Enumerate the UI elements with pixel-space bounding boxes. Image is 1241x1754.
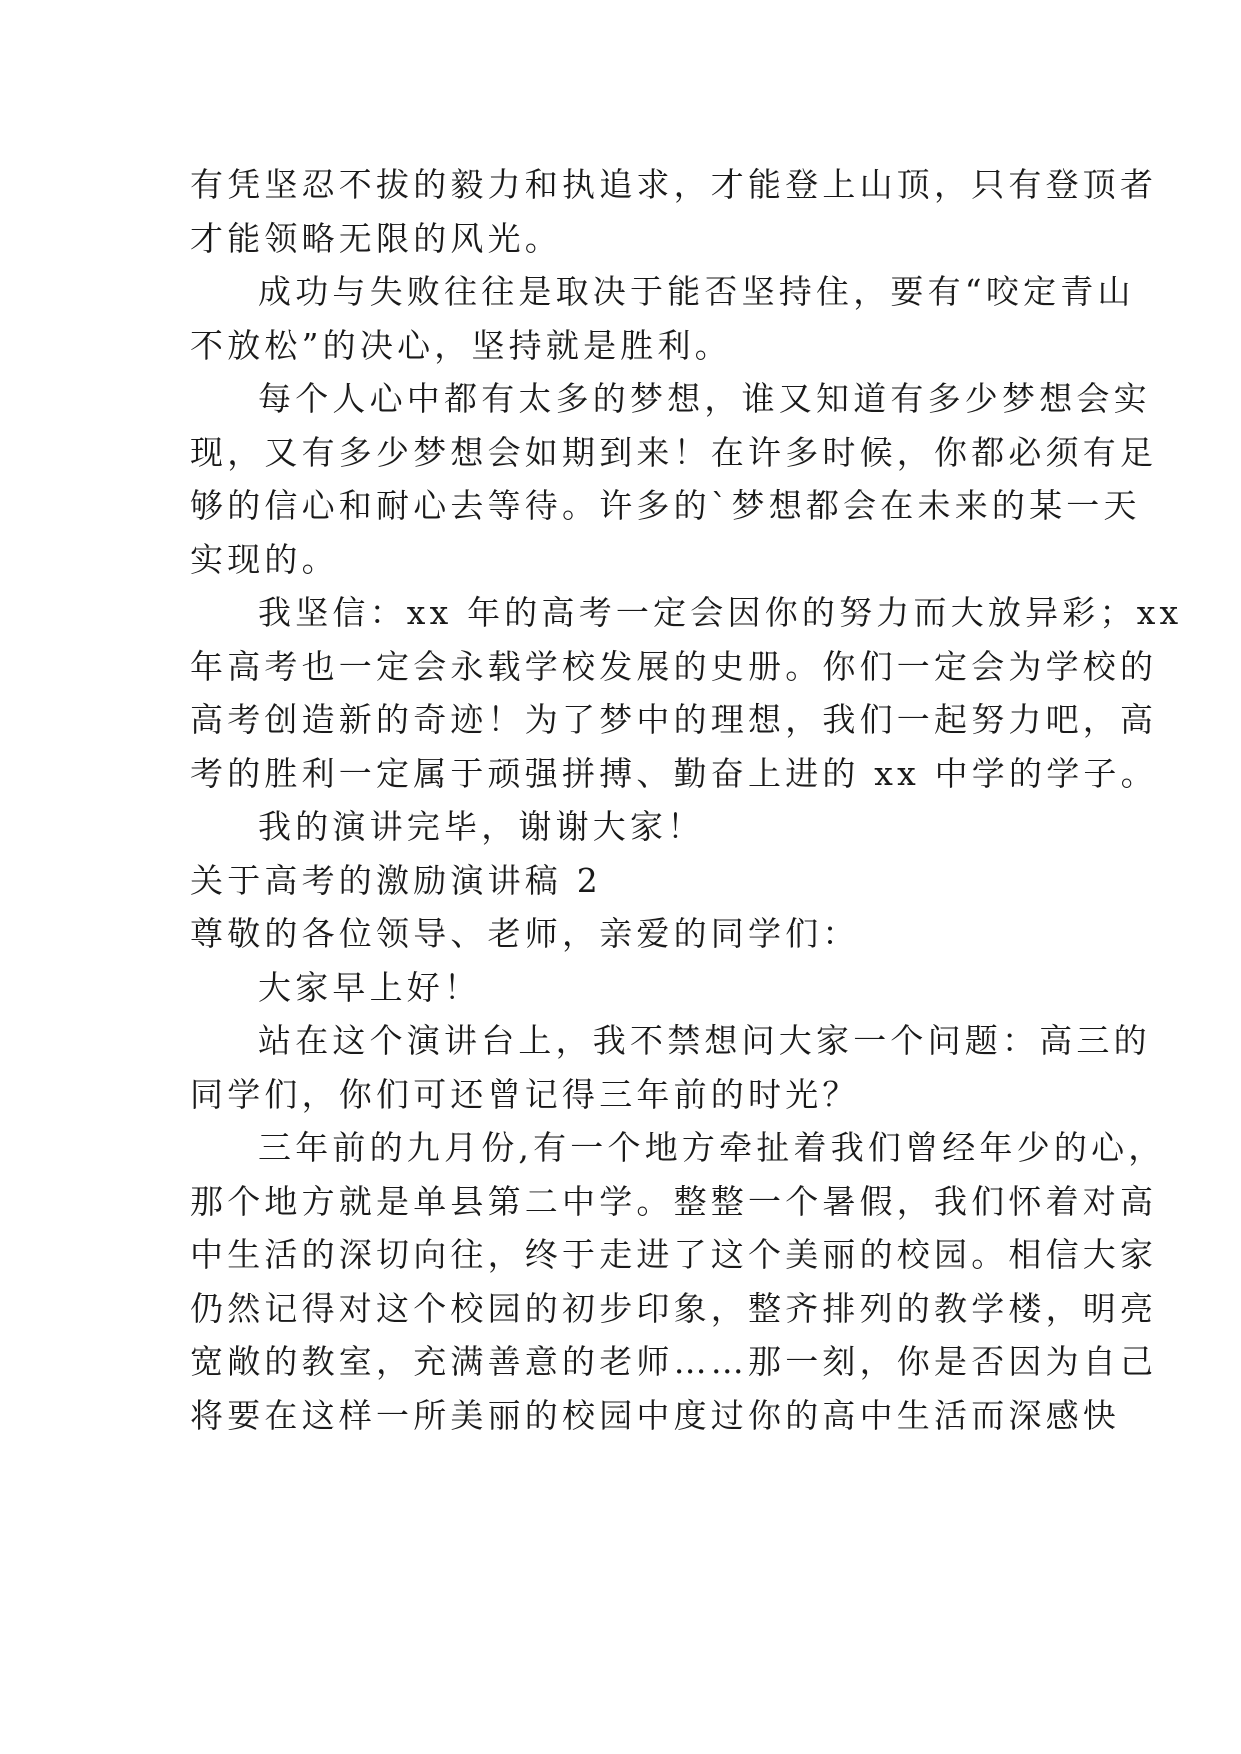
text-line: 够的信心和耐心去等待。许多的`梦想都会在未来的某一天 <box>190 486 1141 525</box>
text-line: 站在这个演讲台上，我不禁想问大家一个问题：高三的 <box>258 1021 1151 1060</box>
text-line: 三年前的九月份,有一个地方牵扯着我们曾经年少的心， <box>258 1128 1166 1167</box>
text-line: 有凭坚忍不拔的毅力和执追求，才能登上山顶，只有登顶者 <box>190 165 1158 204</box>
text-line: 将要在这样一所美丽的校园中度过你的高中生活而深感快 <box>190 1395 1120 1435</box>
text-line: 成功与失败往往是取决于能否坚持住，要有“咬定青山 <box>258 272 1135 311</box>
text-line: 高考创造新的奇迹！为了梦中的理想，我们一起努力吧，高 <box>190 700 1158 739</box>
text-line: 我的演讲完毕，谢谢大家！ <box>258 807 705 846</box>
salutation: 尊敬的各位领导、老师，亲爱的同学们： <box>190 914 860 953</box>
section-heading: 关于高考的激励演讲稿 2 <box>190 860 602 900</box>
greeting: 大家早上好！ <box>258 967 482 1007</box>
text-line: 宽敞的教室，充满善意的老师……那一刻，你是否因为自己 <box>190 1342 1158 1381</box>
text-line: 现，又有多少梦想会如期到来！在许多时候，你都必须有足 <box>190 432 1158 472</box>
text-line: 中生活的深切向往，终于走进了这个美丽的校园。相信大家 <box>190 1235 1158 1274</box>
text-line: 才能领略无限的风光。 <box>190 218 562 258</box>
text-line: 每个人心中都有太多的梦想，谁又知道有多少梦想会实 <box>258 379 1151 418</box>
text-line: 我坚信：xx 年的高考一定会因你的努力而大放异彩；xx <box>258 593 1183 632</box>
document-body <box>190 158 1183 1442</box>
text-line: 考的胜利一定属于顽强拼搏、勤奋上进的 xx 中学的学子。 <box>190 753 1158 793</box>
text-line: 年高考也一定会永载学校发展的史册。你们一定会为学校的 <box>190 646 1158 686</box>
text-line: 同学们，你们可还曾记得三年前的时光？ <box>190 1074 860 1114</box>
text-line: 实现的。 <box>190 539 339 579</box>
text-line: 不放松”的决心，坚持就是胜利。 <box>190 325 732 365</box>
text-line: 仍然记得对这个校园的初步印象，整齐排列的教学楼，明亮 <box>190 1288 1158 1328</box>
text-line: 那个地方就是单县第二中学。整整一个暑假，我们怀着对高 <box>190 1181 1158 1221</box>
